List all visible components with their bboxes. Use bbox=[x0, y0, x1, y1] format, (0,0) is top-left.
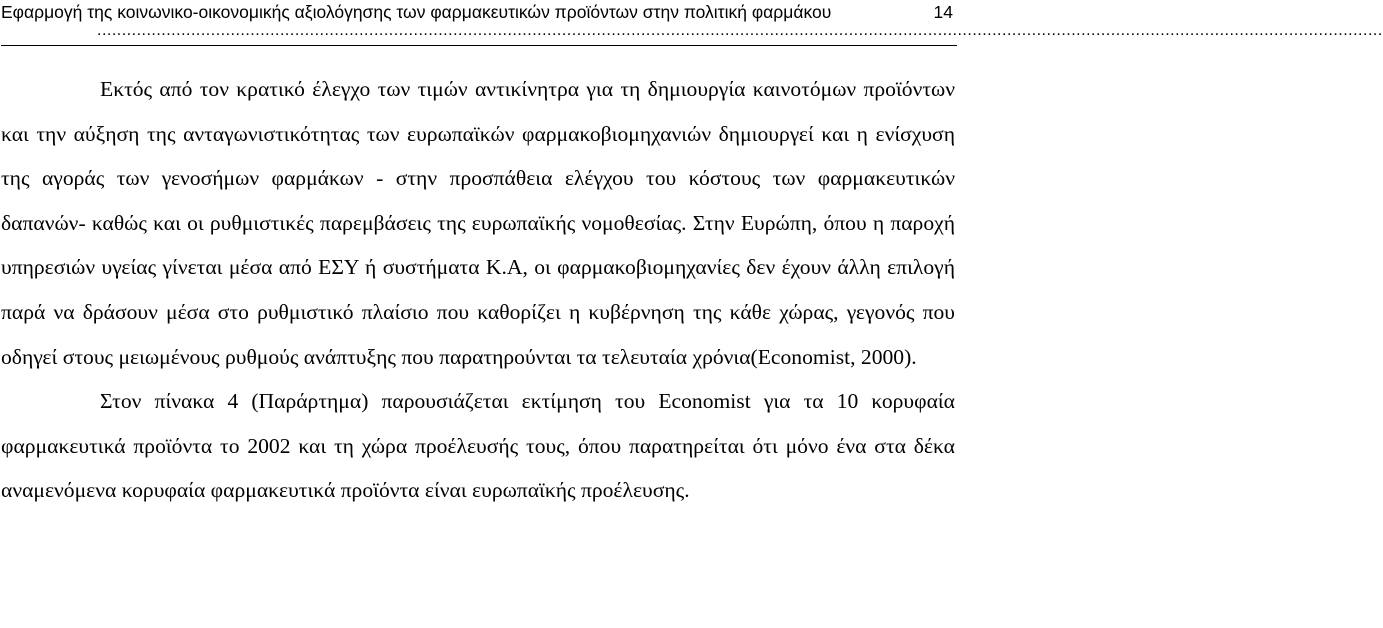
running-header bbox=[1, 0, 1383, 46]
paragraph: Στον πίνακα 4 (Παράρτημα) παρουσιάζεται εκτίμηση του Economist για τα 10 κορυφαία φαρμακευτικά προϊόντα το 2002 και τη χώρα προέλευσής τους, όπου παρατηρείται ότι μόνο ένα στα δέκα αναμενόμενα κορυφαία φαρμακευτικά προϊόντα είναι ευρωπαϊκής προέλευσης. bbox=[1, 389, 955, 503]
page-number: 14 bbox=[933, 2, 953, 22]
header-rule bbox=[1, 45, 957, 46]
header-dot-leader: .................................................................................................................................................................................................................................................................... bbox=[97, 22, 1383, 39]
body-text bbox=[1, 67, 955, 513]
paragraph: Εκτός από τον κρατικό έλεγχο των τιμών αντικίνητρα για τη δημιουργία καινοτόμων προϊόντων και την αύξηση της ανταγωνιστικότητας των ευρωπαϊκών φαρμακοβιομηχανιών δημιουργεί και η ενίσχυση της αγοράς των γενοσήμων φαρμάκων - στην προσπάθεια ελέγχου του κόστους των φαρμακευτικών δαπανών- καθώς και οι ρυθμιστικές παρεμβάσεις της ευρωπαϊκής νομοθεσίας. Στην Ευρώπη, όπου η παροχή υπηρεσιών υγείας γίνεται μέσα από ΕΣΥ ή συστήματα Κ.Α, οι φαρμακοβιομηχανίες δεν έχουν άλλη επιλογή παρά να δράσουν μέσα στο ρυθμιστικό πλαίσιο που καθορίζει η κυβέρνηση της κάθε χώρας, γεγονός που οδηγεί στους μειωμένους ρυθμούς ανάπτυξης που παρατηρούνται τα τελευταία χρόνια(Economist, 2000). bbox=[1, 77, 955, 369]
header-title: Εφαρμογή της κοινωνικο-οικονομικής αξιολόγησης των φαρμακευτικών προϊόντων στην πολιτική φαρμάκου bbox=[1, 2, 832, 22]
